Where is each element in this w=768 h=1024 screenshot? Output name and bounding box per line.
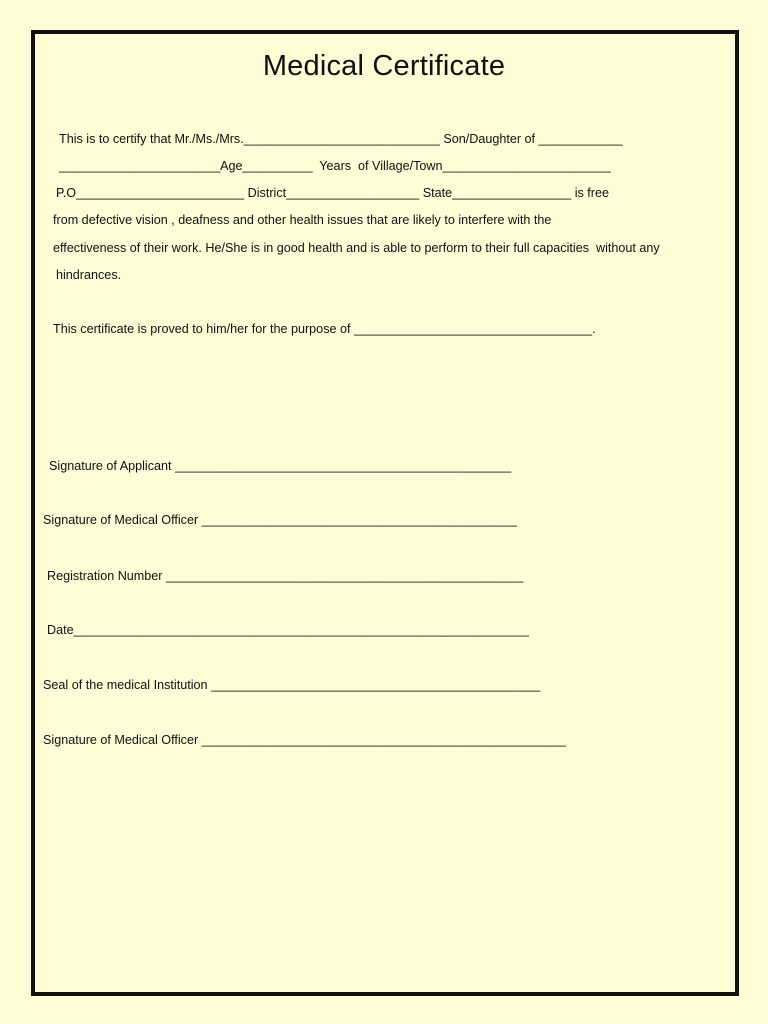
body-line-2: _______________________Age__________ Years of Village/Town________________________ <box>59 159 611 173</box>
date-field: Date_________________________________________________________________ <box>47 623 529 637</box>
body-line-5: effectiveness of their work. He/She is in good health and is able to perform to their full capacities without any <box>53 241 660 255</box>
body-line-4: from defective vision , deafness and other health issues that are likely to interfere with the <box>53 213 552 227</box>
institution-seal-field: Seal of the medical Institution _______________________________________________ <box>43 678 541 692</box>
certificate-title: Medical Certificate <box>262 50 506 82</box>
medical-officer-signature-field-2: Signature of Medical Officer ____________________________________________________ <box>43 733 566 747</box>
body-line-6: hindrances. <box>56 268 122 282</box>
body-line-3: P.O________________________ District___________________ State_________________ is free <box>56 186 609 200</box>
medical-officer-signature-field: Signature of Medical Officer _____________________________________________ <box>43 513 517 527</box>
registration-number-field: Registration Number ___________________________________________________ <box>47 569 524 583</box>
body-line-1: This is to certify that Mr./Ms./Mrs.____________________________ Son/Daughter of ____________ <box>59 132 623 146</box>
applicant-signature-field: Signature of Applicant ________________________________________________ <box>49 459 512 473</box>
purpose-line: This certificate is proved to him/her for the purpose of __________________________________. <box>53 322 596 336</box>
